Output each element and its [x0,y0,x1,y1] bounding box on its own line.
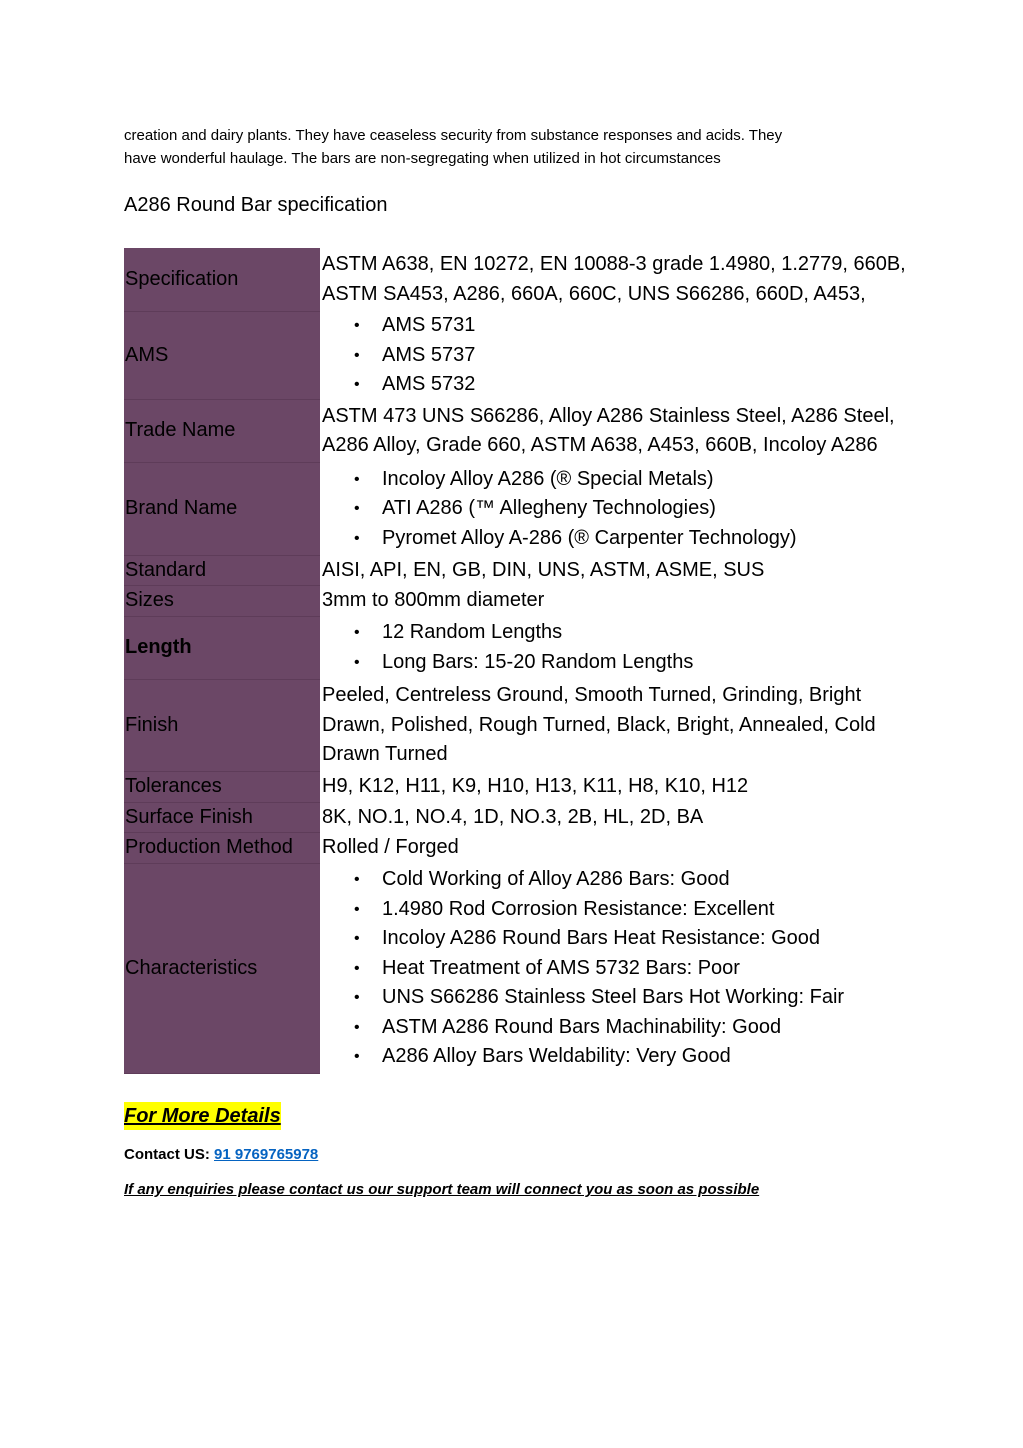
table-row-tolerances [124,772,954,803]
row-label: Tolerances [124,772,320,803]
row-label: Surface Finish [124,802,320,833]
row-value [320,248,954,311]
intro-line-2: have wonderful haulage. The bars are non-segregating when utilized in hot circumstances [124,150,721,167]
value-line: ASTM A638, EN 10272, EN 10088-3 grade 1.4980, 1.2779, 660B, [322,253,906,275]
list-item: • 1.4980 Rod Corrosion Resistance: Excellent [322,895,954,925]
intro-line-1: creation and dairy plants. They have ceaseless security from substance responses and acids. They [124,127,783,144]
contact-label: Contact US: [124,1146,214,1163]
table-row-characteristics [124,863,954,1074]
list-item: • A286 Alloy Bars Weldability: Very Good [322,1042,954,1072]
table-row-surface-finish [124,802,954,833]
table-row-sizes [124,586,954,617]
document-page [124,124,954,1198]
list-item: • AMS 5737 [322,341,954,371]
row-value: 3mm to 800mm diameter [322,589,545,611]
value-line: A286 Alloy, Grade 660, ASTM A638, A453, 660B, Incoloy A286 [322,434,878,456]
value-line: Drawn, Polished, Rough Turned, Black, Bright, Annealed, Cold [322,713,876,736]
bullet-list [322,465,954,554]
intro-paragraph [124,124,884,170]
list-item: • AMS 5732 [322,370,954,400]
row-label: Length [124,616,320,679]
list-item: • Cold Working of Alloy A286 Bars: Good [322,865,954,895]
list-item: • Incoloy Alloy A286 (® Special Metals) [322,465,954,495]
row-label: Characteristics [124,863,320,1074]
row-label: Production Method [124,833,320,864]
bullet-list [322,618,954,677]
row-label: Brand Name [124,463,320,556]
table-row-brand-name [124,463,954,556]
enquiry-note: If any enquiries please contact us our support team will connect you as soon as possible [124,1181,760,1198]
list-item: • UNS S66286 Stainless Steel Bars Hot Working: Fair [322,983,954,1013]
section-title: A286 Round Bar specification [124,194,388,216]
list-item: • Pyromet Alloy A-286 (® Carpenter Technology) [322,524,954,554]
row-value [320,400,954,463]
row-value: Rolled / Forged [322,836,459,858]
list-item: • Incoloy A286 Round Bars Heat Resistance: Good [322,924,954,954]
row-value [320,863,954,1074]
row-value: AISI, API, EN, GB, DIN, UNS, ASTM, ASME, SUS [322,558,765,581]
row-label: Finish [124,679,320,772]
table-row-specification [124,248,954,311]
row-value [320,463,954,556]
row-label: Sizes [124,586,320,617]
value-line: ASTM 473 UNS S66286, Alloy A286 Stainless Steel, A286 Steel, [322,404,895,427]
list-item: • ASTM A286 Round Bars Machinability: Good [322,1013,954,1043]
table-row-length [124,616,954,679]
table-row-ams [124,311,954,400]
list-item: • AMS 5731 [322,311,954,341]
value-line: Drawn Turned [322,743,448,765]
contact-line [124,1146,954,1163]
bullet-list [322,865,954,1072]
contact-phone-link[interactable]: 91 9769765978 [214,1146,319,1163]
row-label: AMS [124,311,320,400]
table-row-production-method [124,833,954,864]
table-row-standard [124,555,954,586]
row-label: Standard [124,555,320,586]
row-value [320,311,954,400]
row-value [320,616,954,679]
value-line: ASTM SA453, A286, 660A, 660C, UNS S66286, 660D, A453, [322,282,866,305]
list-item: • ATI A286 (™ Allegheny Technologies) [322,494,954,524]
row-label: Trade Name [124,400,320,463]
row-value [320,679,954,772]
value-line: Peeled, Centreless Ground, Smooth Turned, Grinding, Bright [322,684,862,706]
table-row-finish [124,679,954,772]
list-item: • Long Bars: 15-20 Random Lengths [322,648,954,678]
bullet-list [322,311,954,400]
more-details-heading: For More Details [124,1102,281,1130]
list-item: • Heat Treatment of AMS 5732 Bars: Poor [322,954,954,984]
row-value: H9, K12, H11, K9, H10, H13, K11, H8, K10, H12 [322,775,749,797]
row-label: Specification [124,248,320,311]
specification-table [124,248,954,1074]
table-row-trade-name [124,400,954,463]
list-item: • 12 Random Lengths [322,618,954,648]
row-value: 8K, NO.1, NO.4, 1D, NO.3, 2B, HL, 2D, BA [322,805,704,828]
